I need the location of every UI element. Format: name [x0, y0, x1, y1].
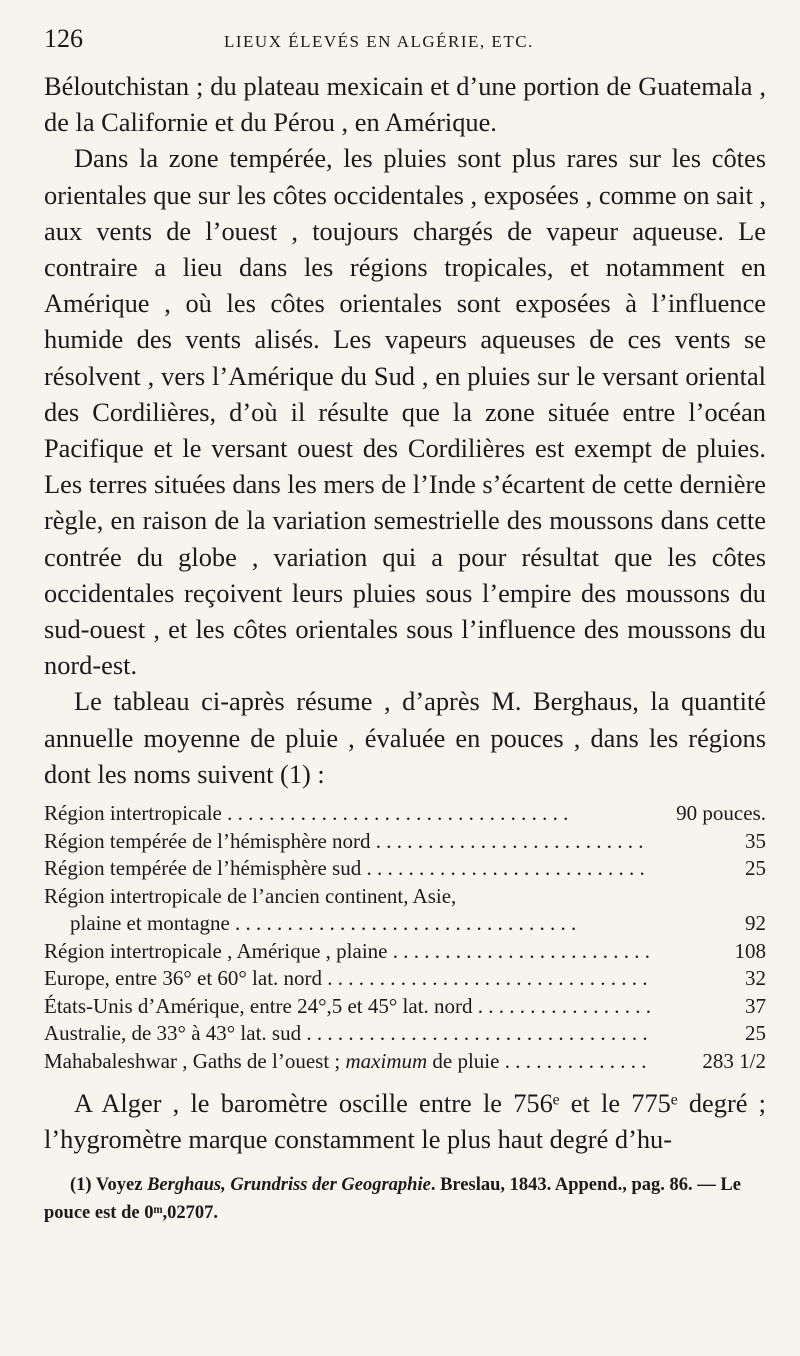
- row-label: Région tempérée de l’hémisphère nord . . .: [44, 828, 650, 856]
- row-value: 283 1/2: [702, 1048, 766, 1073]
- paragraph-algiers: A Alger , le baromètre oscille entre le 756ᵉ et le 775ᵉ degré ; l’hygromètre marque constamment le plus haut degré d’hu-: [44, 1088, 766, 1155]
- footnote-text: [44, 1171, 766, 1227]
- paragraph-temperate-zone: Dans la zone tempérée, les pluies sont plus rares sur les côtes orientales que sur les côtes occidentales , exposées , comme on sait , aux vents de l’ouest , toujours chargés de vapeur aqueuse. Le contraire a lieu dans les régions tropicales, et notamment en Amérique , où les côtes orientales sont exposées à l’influence humide des vents alisés. Les vapeurs aqueuses de ces vents se résolvent , vers l’Amérique du Sud , en pluies sur le versant oriental des Cordilières, d’où il résulte que la zone située entre l’océan Pacifique et le versant ouest des Cordilières est exempt de pluies. Les terres situées dans les mers de l’Inde s’écartent de cette dernière règle, en raison de la variation semestrielle des moussons dans cette contrée du globe , variation qui a pour résultat que les côtes occidentales reçoivent leurs pluies sous l’empire des moussons du sud-ouest , et les côtes orientales sous l’influence des moussons du nord-est.: [44, 143, 766, 681]
- rainfall-table: [44, 800, 766, 1075]
- row-label: Australie, de 33° à 43° lat. sud . . .: [44, 1020, 650, 1048]
- row-value: 108: [734, 938, 766, 963]
- table-row: [44, 938, 766, 966]
- row-label: Région tempérée de l’hémisphère sud . . .: [44, 855, 650, 883]
- page-number: 126: [44, 24, 83, 53]
- table-row: [44, 993, 766, 1021]
- row-label: Région intertropicale . . .: [44, 800, 650, 828]
- table-row: [44, 883, 766, 911]
- row-label: Europe, entre 36° et 60° lat. nord . . .: [44, 965, 650, 993]
- row-label: plaine et montagne . . .: [44, 910, 650, 938]
- row-value: 90 pouces.: [676, 801, 766, 826]
- row-value: 92: [745, 911, 766, 936]
- row-label-emphasis: maximum: [345, 1048, 428, 1073]
- table-row: [44, 1020, 766, 1048]
- running-title: LIEUX ÉLEVÉS EN ALGÉRIE, ETC.: [224, 32, 534, 51]
- table-row: [44, 800, 766, 828]
- table-row: [44, 965, 766, 993]
- row-label: Région intertropicale , Amérique , plaine . . .: [44, 938, 650, 966]
- row-label-prefix: Mahabaleshwar , Gaths de l’ouest ;: [44, 1048, 346, 1073]
- row-value: 37: [745, 993, 766, 1018]
- row-label: États-Unis d’Amérique, entre 24°,5 et 45° lat. nord . . .: [44, 993, 650, 1021]
- paragraph-continuation: Béloutchistan ; du plateau mexicain et d’une portion de Guatemala , de la Californie et du Pérou , en Amérique.: [44, 71, 766, 138]
- row-value: 25: [745, 856, 766, 881]
- paragraph-table-intro: Le tableau ci-après résume , d’après M. Berghaus, la quantité annuelle moyenne de pluie , évaluée en pouces , dans les régions dont les noms suivent (1) :: [44, 686, 766, 789]
- table-row: [44, 828, 766, 856]
- running-header: [44, 24, 766, 68]
- body-text: [44, 68, 766, 792]
- footnote: [44, 1171, 766, 1227]
- footnote-rest: . Breslau, 1843. Append., pag. 86. — Le pouce est de 0ᵐ,02707.: [44, 1175, 741, 1224]
- row-label: Région intertropicale de l’ancien continent, Asie,: [44, 883, 457, 908]
- row-label-suffix: de pluie: [427, 1048, 500, 1073]
- row-value: 25: [745, 1021, 766, 1046]
- footnote-citation: Berghaus, Grundriss der Geographie: [147, 1175, 431, 1196]
- footnote-marker: (1) Voyez: [70, 1175, 148, 1196]
- row-value: 35: [745, 828, 766, 853]
- table-row: [44, 910, 766, 938]
- table-row: [44, 1048, 766, 1076]
- body-text-after-table: [44, 1085, 766, 1157]
- row-label: [44, 1048, 650, 1076]
- table-row: [44, 855, 766, 883]
- row-value: 32: [745, 966, 766, 991]
